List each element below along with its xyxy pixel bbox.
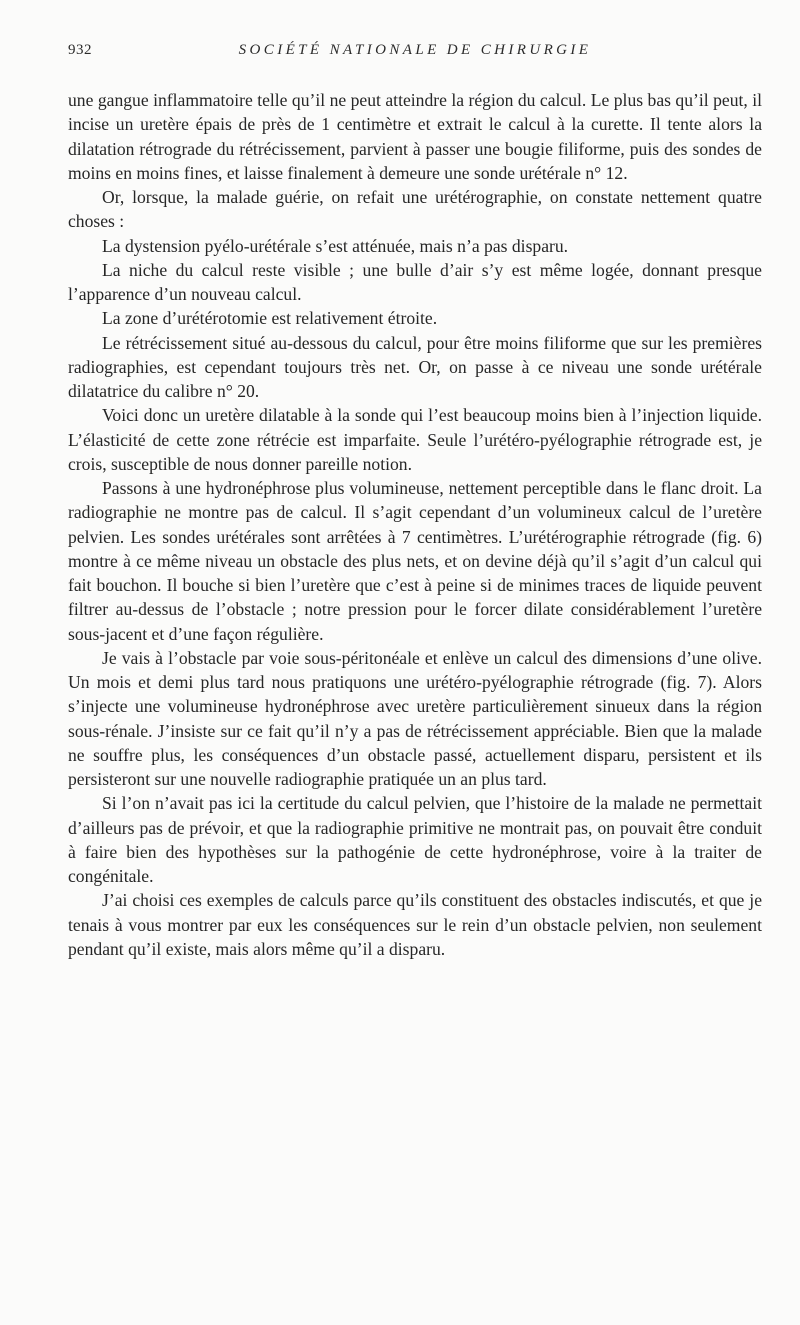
body-text — [68, 88, 762, 961]
paragraph: La niche du calcul reste visible ; une bulle d’air s’y est même logée, donnant presque l’apparence d’un nouveau calcul. — [68, 259, 762, 304]
paragraph: La dystension pyélo-urétérale s’est atténuée, mais n’a pas disparu. — [102, 235, 569, 256]
page-number: 932 — [68, 42, 92, 58]
paragraph-continuation: une gangue inflammatoire telle qu’il ne peut atteindre la région du calcul. Le plus bas qu’il peut, il incise un uretère épais de près de 1 centimètre et extrait le calcul à la curette. Il tente alors la dilatation rétrograde du rétrécissement, parvient à passer une bougie filiforme, puis des sondes de moins en moins fines, et laisse finalement à demeure une sonde urétérale n° 12. — [68, 90, 762, 183]
paragraph: Voici donc un uretère dilatable à la sonde qui l’est beaucoup moins bien à l’injection liquide. L’élasticité de cette zone rétrécie est imparfaite. Seule l’urétéro-pyélographie rétrograde est, je crois, susceptible de nous donner pareille notion. — [68, 405, 762, 474]
paragraph: J’ai choisi ces exemples de calculs parce qu’ils constituent des obstacles indiscutés, et que je tenais à vous montrer par eux les conséquences sur le rein d’un obstacle pelvien, non seulement pendant qu’il existe, mais alors même qu’il a disparu. — [68, 890, 762, 959]
paragraph: Passons à une hydronéphrose plus volumineuse, nettement perceptible dans le flanc droit. La radiographie ne montre pas de calcul. Il s’agit cependant d’un volumineux calcul de l’uretère pelvien. Les sondes urétérales sont arrêtées à 7 centimètres. L’urétérographie rétrograde (fig. 6) montre à ce même niveau un obstacle des plus nets, et on devine déjà qu’il s’agit d’un calcul qui fait bouchon. Il bouche si bien l’uretère que c’est à peine si de minimes traces de liquide peuvent filtrer au-dessus de l’obstacle ; notre pression pour le forcer dilate considérablement l’uretère sous-jacent et d’une façon régulière. — [68, 478, 762, 644]
paragraph: Je vais à l’obstacle par voie sous-péritonéale et enlève un calcul des dimensions d’une olive. Un mois et demi plus tard nous pratiquons une urétéro-pyélographie rétrograde (fig. 7). Alors s’injecte une volumineuse hydronéphrose avec uretère particulièrement sinueux dans la région sous-rénale. J’insiste sur ce fait qu’il n’y a pas de rétrécissement appréciable. Bien que la malade ne souffre plus, les conséquences d’un obstacle passé, actuellement disparu, persistent et ils persisteront sur une nouvelle radiographie pratiquée un an plus tard. — [68, 647, 762, 789]
paragraph: Or, lorsque, la malade guérie, on refait une urétérographie, on constate nettement quatre choses : — [68, 187, 762, 232]
paragraph: Le rétrécissement situé au-dessous du calcul, pour être moins filiforme que sur les premières radiographies, est cependant toujours très net. Or, on passe à ce niveau une sonde urétérale dilatatrice du calibre n° 20. — [68, 332, 762, 401]
paragraph: Si l’on n’avait pas ici la certitude du calcul pelvien, que l’histoire de la malade ne permettait d’ailleurs pas de prévoir, et que la radiographie primitive ne montrait pas, on pouvait être conduit à faire bien des hypothèses sur la pathogénie de cette hydronéphrose, voire à la traiter de congénitale. — [68, 793, 762, 886]
running-head — [68, 42, 762, 66]
journal-title: SOCIÉTÉ NATIONALE DE CHIRURGIE — [238, 42, 592, 58]
paragraph: La zone d’urétérotomie est relativement étroite. — [102, 308, 438, 329]
